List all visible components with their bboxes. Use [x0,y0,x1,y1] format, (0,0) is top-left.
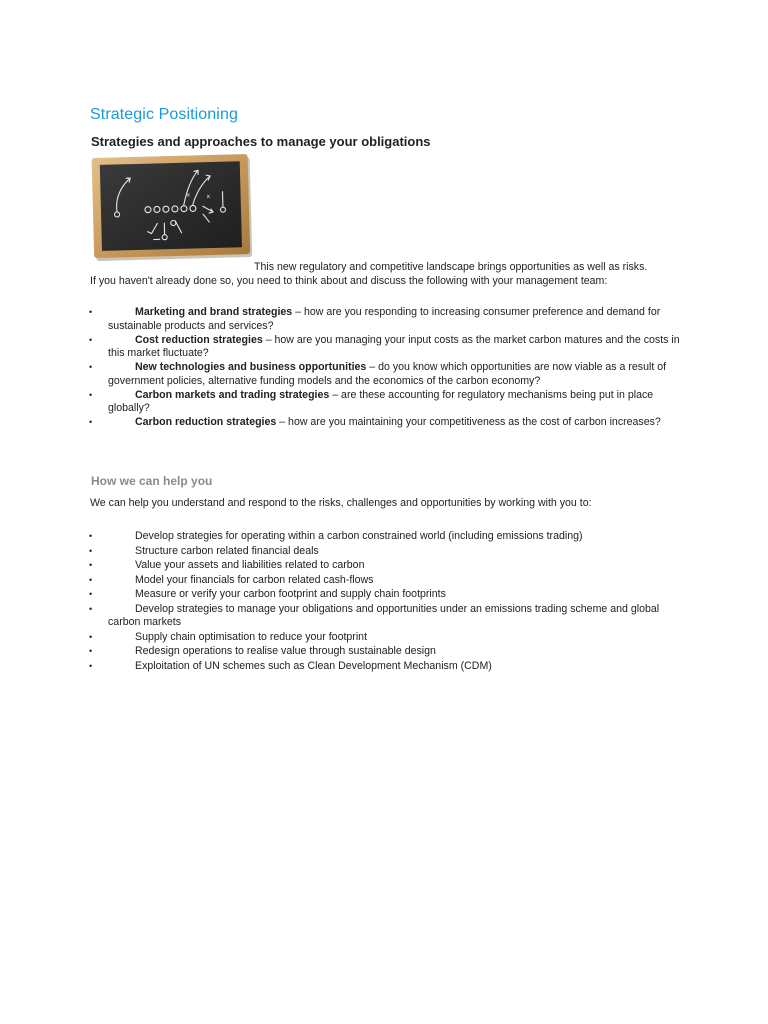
chalkboard-image [91,153,255,270]
list-item [90,588,680,602]
bullet-icon: • [89,362,93,372]
item-text: Supply chain optimisation to reduce your footprint [135,630,368,643]
bullet-icon: • [89,545,93,556]
bullet-icon: • [89,531,93,541]
item-text: – do you know which opportunities are now viable as a result of government policies, alternative funding models and the economics of the carbon economy? [108,361,667,387]
bullet-icon: • [89,417,93,427]
list-item [90,603,680,630]
bullet-icon: • [89,589,93,599]
item-text: Redesign operations to realise value through sustainable design [135,645,436,657]
list-item [90,530,680,544]
bullet-icon: • [89,603,93,614]
item-text: Develop strategies to manage your obligations and opportunities under an emissions trading scheme and global carbon markets [108,602,660,628]
bullet-icon: • [89,660,93,671]
item-title: Marketing and brand strategies [135,306,293,318]
list-item [90,559,680,573]
item-text: – how are you maintaining your competitiveness as the cost of carbon increases? [276,416,661,428]
item-text: Exploitation of UN schemes such as Clean Development Mechanism (CDM) [135,659,492,672]
list-item [90,389,680,416]
item-title: Carbon reduction strategies [135,416,277,428]
svg-text:x: x [206,193,211,201]
bullet-icon: • [89,646,93,656]
bullet-icon: • [89,574,93,585]
bullet-icon: • [89,560,93,570]
page-title: Strategic Positioning [90,106,238,123]
item-title: Cost reduction strategies [135,333,263,346]
item-text: – are these accounting for regulatory mechanisms being put in place globally? [108,388,654,414]
list-item [90,361,680,388]
item-text: Model your financials for carbon related cash-flows [135,573,374,586]
item-text: Develop strategies for operating within a carbon constrained world (including emissions trading) [135,530,583,542]
item-title: Carbon markets and trading strategies [135,388,330,401]
list-item [90,574,680,588]
help-intro: We can help you understand and respond to the risks, challenges and opportunities by working with you to: [90,497,592,509]
list-item [90,416,680,430]
bullet-icon: • [89,631,93,642]
intro-paragraph [90,261,690,288]
list-item [90,645,680,659]
bullet-icon: • [89,334,93,345]
bullet-icon: • [89,389,93,400]
list-item [90,631,680,645]
svg-text:x: x [186,191,191,199]
bullet-icon: • [89,307,93,317]
page-subtitle: Strategies and approaches to manage your obligations [91,134,431,149]
item-text: Measure or verify your carbon footprint and supply chain footprints [135,588,446,600]
item-text: – how are you responding to increasing consumer preference and demand for sustainable products and services? [108,306,661,332]
list-item [90,334,680,361]
section-heading-help: How we can help you [91,474,213,488]
services-list [90,530,680,674]
obligations-list [90,306,680,430]
item-title: New technologies and business opportunities [135,361,367,373]
intro-line-2: If you haven't already done so, you need to think about and discuss the following with your management team: [90,274,608,287]
item-text: Value your assets and liabilities related to carbon [135,559,365,571]
intro-line-1: This new regulatory and competitive landscape brings opportunities as well as risks. [254,261,648,273]
list-item [90,660,680,674]
item-text: – how are you managing your input costs as the market carbon matures and the costs in this market fluctuate? [108,333,680,359]
list-item [90,306,680,333]
item-text: Structure carbon related financial deals [135,544,319,557]
list-item [90,545,680,559]
